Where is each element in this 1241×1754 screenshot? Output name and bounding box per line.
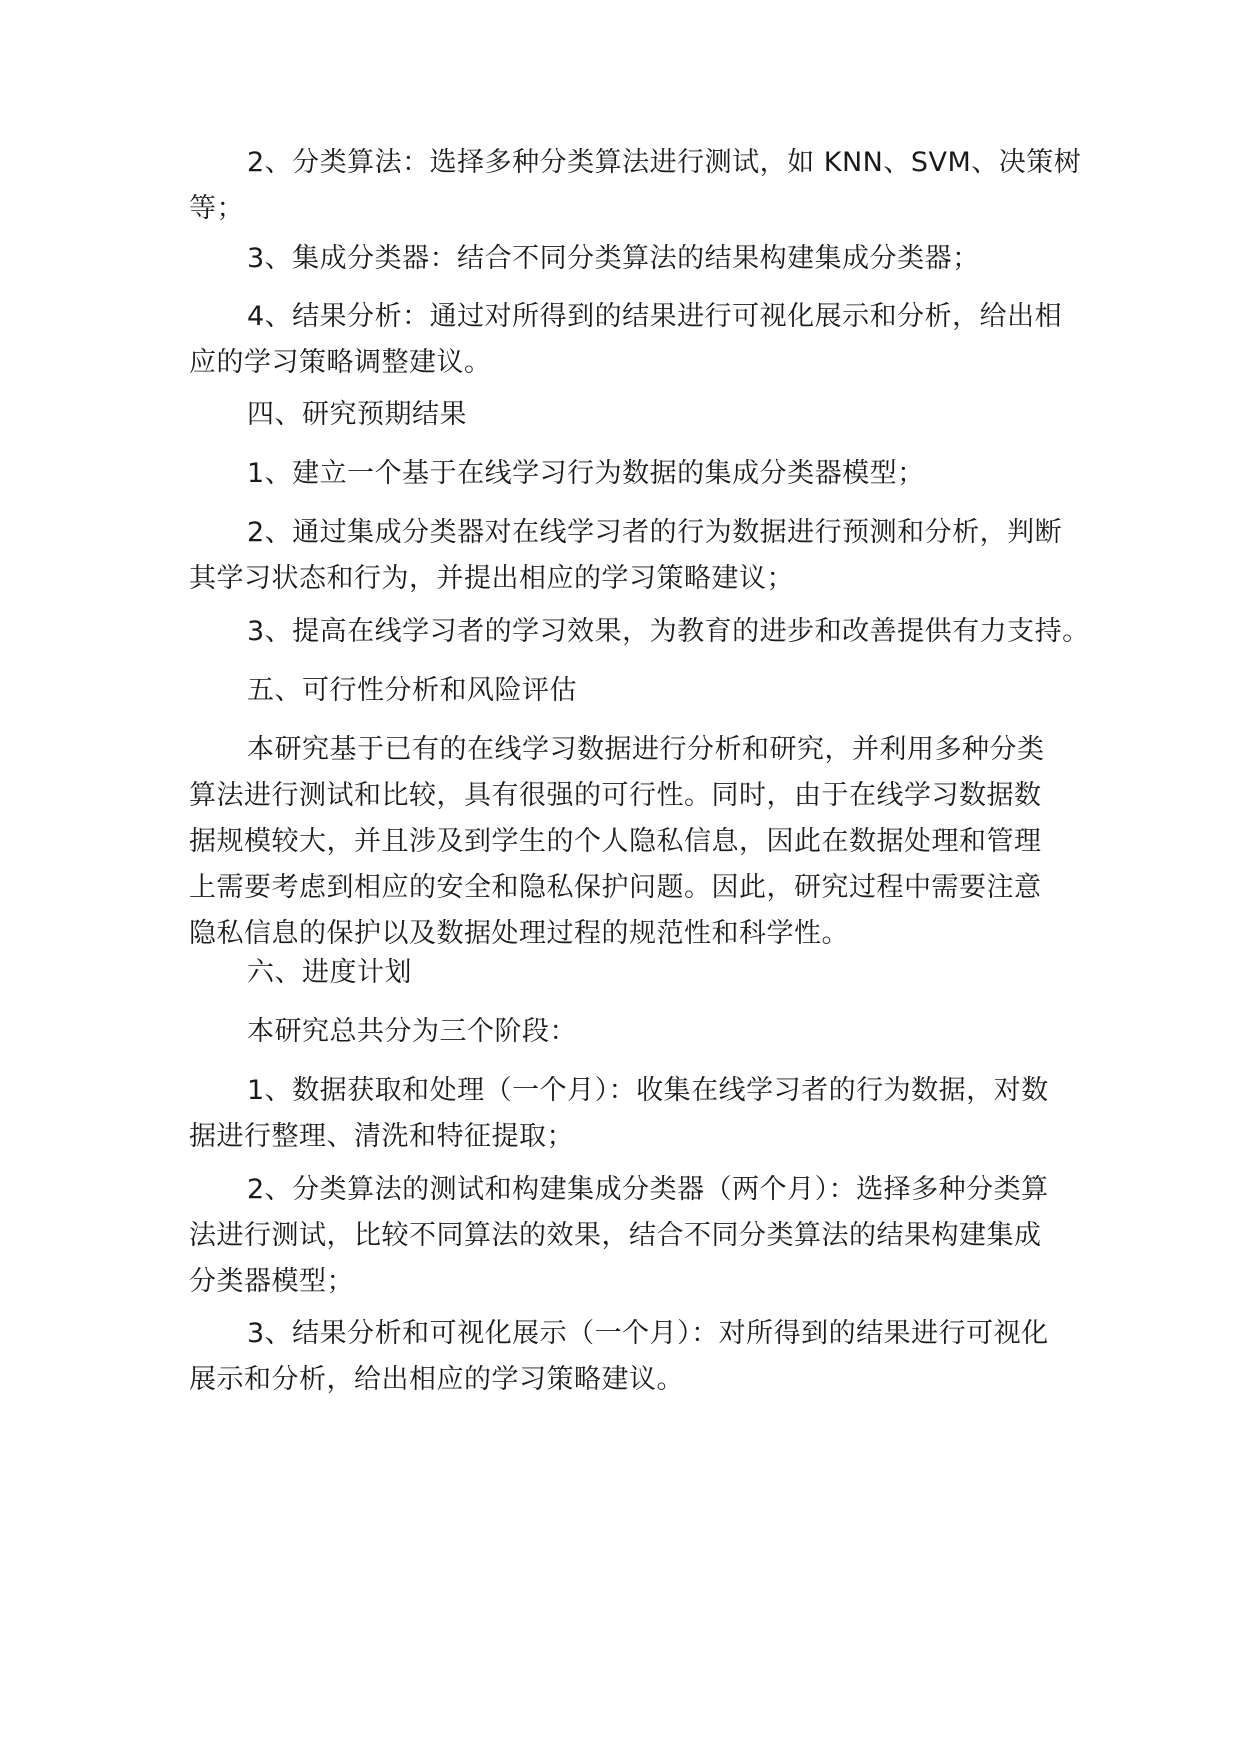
text-line: 1、建立一个基于在线学习行为数据的集成分类器模型； (247, 458, 925, 489)
heading-text: 五、可行性分析和风险评估 (247, 675, 577, 706)
text-line: 本研究基于已有的在线学习数据进行分析和研究，并利用多种分类 (247, 734, 1045, 765)
text-line: 算法进行测试和比较，具有很强的可行性。同时，由于在线学习数据数 (189, 780, 1042, 811)
text-line: 据规模较大，并且涉及到学生的个人隐私信息，因此在数据处理和管理 (189, 826, 1042, 857)
paragraph-expect-3 (189, 609, 1090, 655)
text-line: 隐私信息的保护以及数据处理过程的规范性和科学性。 (189, 918, 849, 949)
text-line: 2、分类算法的测试和构建集成分类器（两个月）：选择多种分类算 (247, 1174, 1049, 1205)
text-line: 3、结果分析和可视化展示（一个月）：对所得到的结果进行可视化 (247, 1318, 1049, 1349)
text-line: 应的学习策略调整建议。 (189, 347, 492, 378)
paragraph-feasibility (189, 727, 1045, 957)
text-line: 本研究总共分为三个阶段： (247, 1016, 577, 1047)
text-line: 2、通过集成分类器对在线学习者的行为数据进行预测和分析，判断 (247, 517, 1063, 548)
paragraph-plan-1 (189, 1068, 1049, 1160)
text-line: 据进行整理、清洗和特征提取； (189, 1121, 574, 1152)
heading-text: 四、研究预期结果 (247, 399, 467, 430)
text-line: 1、数据获取和处理（一个月）：收集在线学习者的行为数据，对数 (247, 1075, 1049, 1106)
section-heading-expected-results (189, 392, 467, 438)
text-line: 等； (189, 193, 244, 224)
text-line: 3、提高在线学习者的学习效果，为教育的进步和改善提供有力支持。 (247, 616, 1090, 647)
text-line: 展示和分析，给出相应的学习策略建议。 (189, 1364, 684, 1395)
text-line: 分类器模型； (189, 1266, 354, 1297)
section-heading-feasibility (189, 668, 577, 714)
text-line: 4、结果分析：通过对所得到的结果进行可视化展示和分析，给出相 (247, 301, 1063, 332)
paragraph-plan-intro (189, 1009, 577, 1055)
paragraph-method-4 (189, 294, 1062, 386)
paragraph-plan-2 (189, 1167, 1049, 1305)
text-line: 法进行测试，比较不同算法的效果，结合不同分类算法的结果构建集成 (189, 1220, 1042, 1251)
text-line: 上需要考虑到相应的安全和隐私保护问题。因此，研究过程中需要注意 (189, 872, 1042, 903)
paragraph-expect-2 (189, 510, 1062, 602)
paragraph-expect-1 (189, 451, 925, 497)
paragraph-plan-3 (189, 1311, 1049, 1403)
paragraph-method-3 (189, 236, 980, 282)
section-heading-schedule (189, 950, 412, 996)
heading-text: 六、进度计划 (247, 957, 412, 988)
paragraph-method-2 (189, 140, 1081, 232)
text-line: 2、分类算法：选择多种分类算法进行测试，如 KNN、SVM、决策树 (247, 147, 1082, 178)
text-line: 其学习状态和行为，并提出相应的学习策略建议； (189, 563, 794, 594)
text-line: 3、集成分类器：结合不同分类算法的结果构建集成分类器； (247, 243, 980, 274)
